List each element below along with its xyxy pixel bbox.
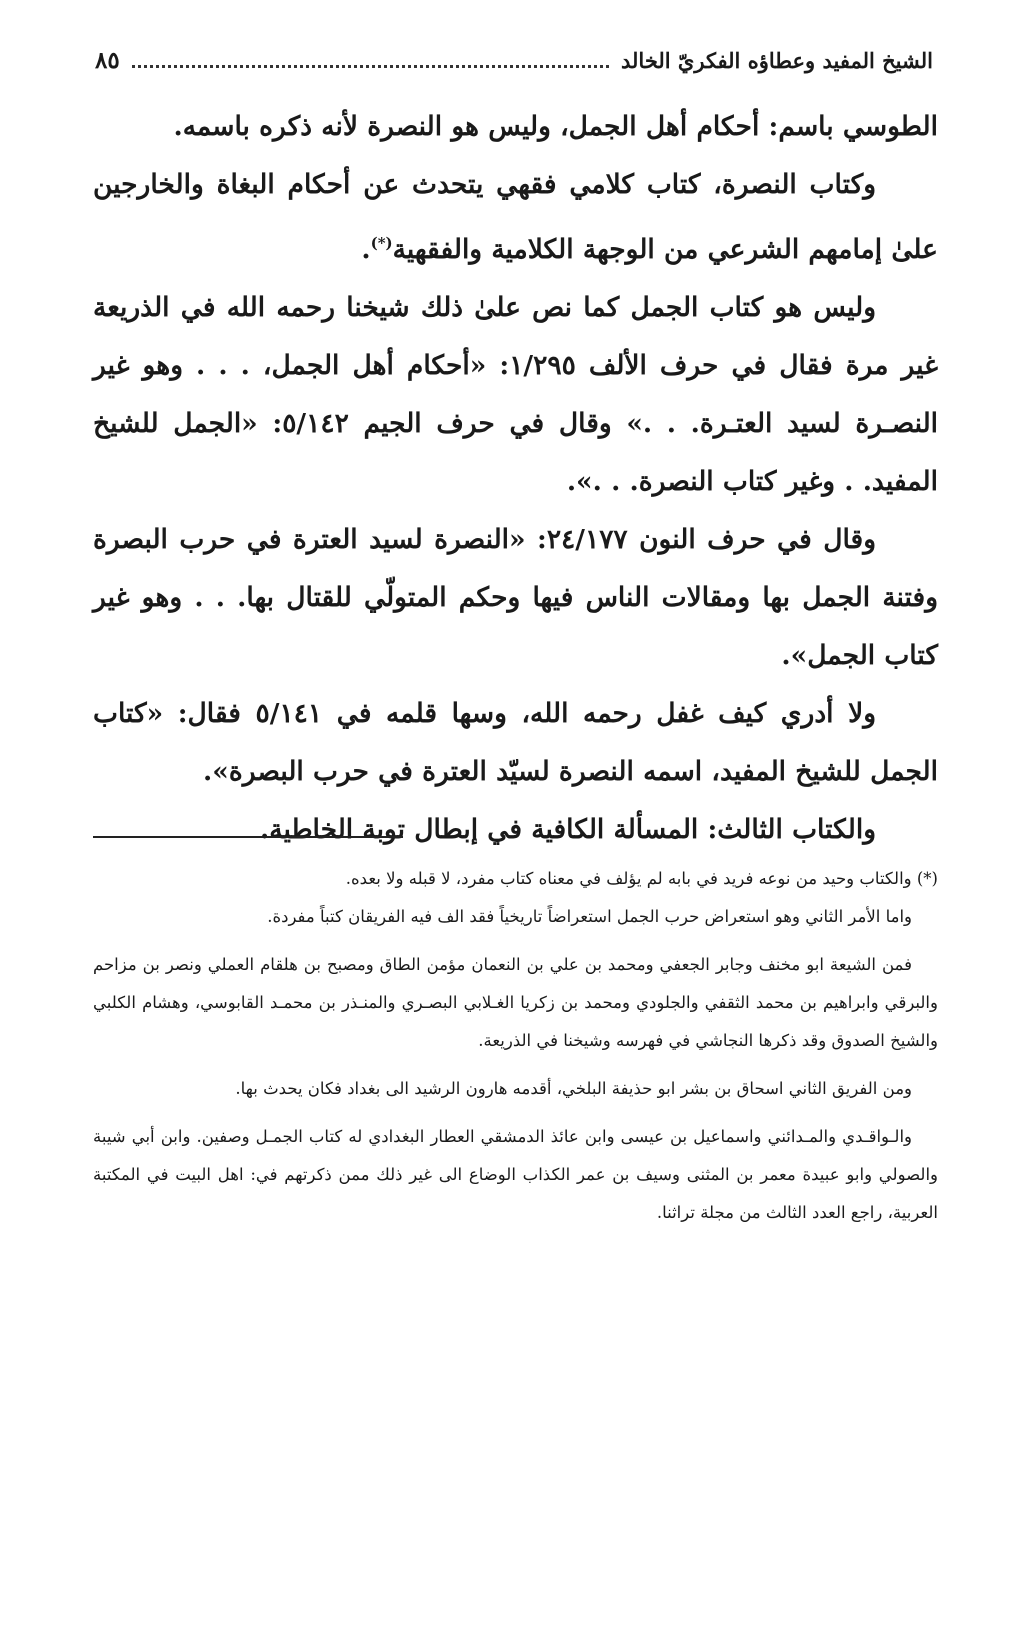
footnote-2: واما الأمر الثاني وهو استعراض حرب الجمل استعراضاً تاريخياً فقد الف فيه الفريقان كتباً مفردة. <box>267 907 912 926</box>
paragraph-4: وقال في حرف النون ٢٤/١٧٧: «النصرة لسيد العترة في حرب البصرة وفتنة الجمل بها ومقالات الناس فيها وحكم المتولّي للقتال بها. . . وهو غير كتاب الجمل». <box>93 523 938 671</box>
footnote-3: فمن الشيعة ابو مخنف وجابر الجعفي ومحمد بن علي بن النعمان مؤمن الطاق ومصبح بن هلقام العملي ونصر بن مزاحم والبرقي وابراهيم بن محمد الثقفي والجلودي ومحمد بن زكريا الغـلابي البصـري والمنـذر بن محمـد القابوسي، وهشام الكلبي والشيخ الصدوق وقد ذكرها النجاشي في فهرسه وشيخنا في الذريعة. <box>93 955 938 1050</box>
page-header <box>95 40 933 80</box>
footnotes <box>93 860 938 1232</box>
paragraph-5: ولا أدري كيف غفل رحمه الله، وسها قلمه في ٥/١٤١ فقال: «كتاب الجمل للشيخ المفيد، اسمه النصرة لسيّد العترة في حرب البصرة». <box>93 697 938 787</box>
paragraph-2-text: وكتاب النصرة، كتاب كلامي فقهي يتحدث عن أحكام البغاة والخارجين علىٰ إمامهم الشرعي من الوجهة الكلامية والفقهية <box>93 169 938 265</box>
footnote-5: والـواقـدي والمـدائني واسماعيل بن عيسى وابن عائذ الدمشقي العطار البغدادي له كتاب الجمـل وصفين. وابن أبي شيبة والصولي وابو عبيدة معمر بن المثنى وسيف بن عمر الكذاب الوضاع الى غير ذلك ممن ذكرتهم في: اهل البيت في المكتبة العربية، راجع العدد الثالث من مجلة تراثنا. <box>93 1127 938 1222</box>
dot-leader <box>132 65 609 68</box>
running-title: الشيخ المفيد وعطاؤه الفكريّ الخالد <box>621 47 933 73</box>
page-number: ٨٥ <box>95 46 120 74</box>
footnote-4: ومن الفريق الثاني اسحاق بن بشر ابو حذيفة البلخي، أقدمه هارون الرشيد الى بغداد فكان يحدث بها. <box>235 1079 912 1098</box>
footnote-1: (*) والكتاب وحيد من نوعه فريد في بابه لم يؤلف في معناه كتاب مفرد، لا قبله ولا بعده. <box>345 869 938 888</box>
main-text <box>93 98 938 859</box>
paragraph-3: وليس هو كتاب الجمل كما نص علىٰ ذلك شيخنا رحمه الله في الذريعة غير مرة فقال في حرف الألف ١/٢٩٥: «أحكام أهل الجمل، . . . وهو غير النصـرة لسيد العتـرة. . .» وقال في حرف الجيم ٥/١٤٢: «الجمل للشيخ المفيد. . وغير كتاب النصرة. . .». <box>93 291 939 497</box>
footnote-marker: (*) <box>370 234 393 252</box>
paragraph-1: الطوسي باسم: أحكام أهل الجمل، وليس هو النصرة لأنه ذكره باسمه. <box>173 111 938 142</box>
paragraph-2-end: . <box>361 233 371 265</box>
paragraph-2 <box>93 156 938 279</box>
paragraph-6: والكتاب الثالث: المسألة الكافية في إبطال توبة الخاطية. <box>260 813 876 845</box>
footnote-separator <box>93 836 403 838</box>
